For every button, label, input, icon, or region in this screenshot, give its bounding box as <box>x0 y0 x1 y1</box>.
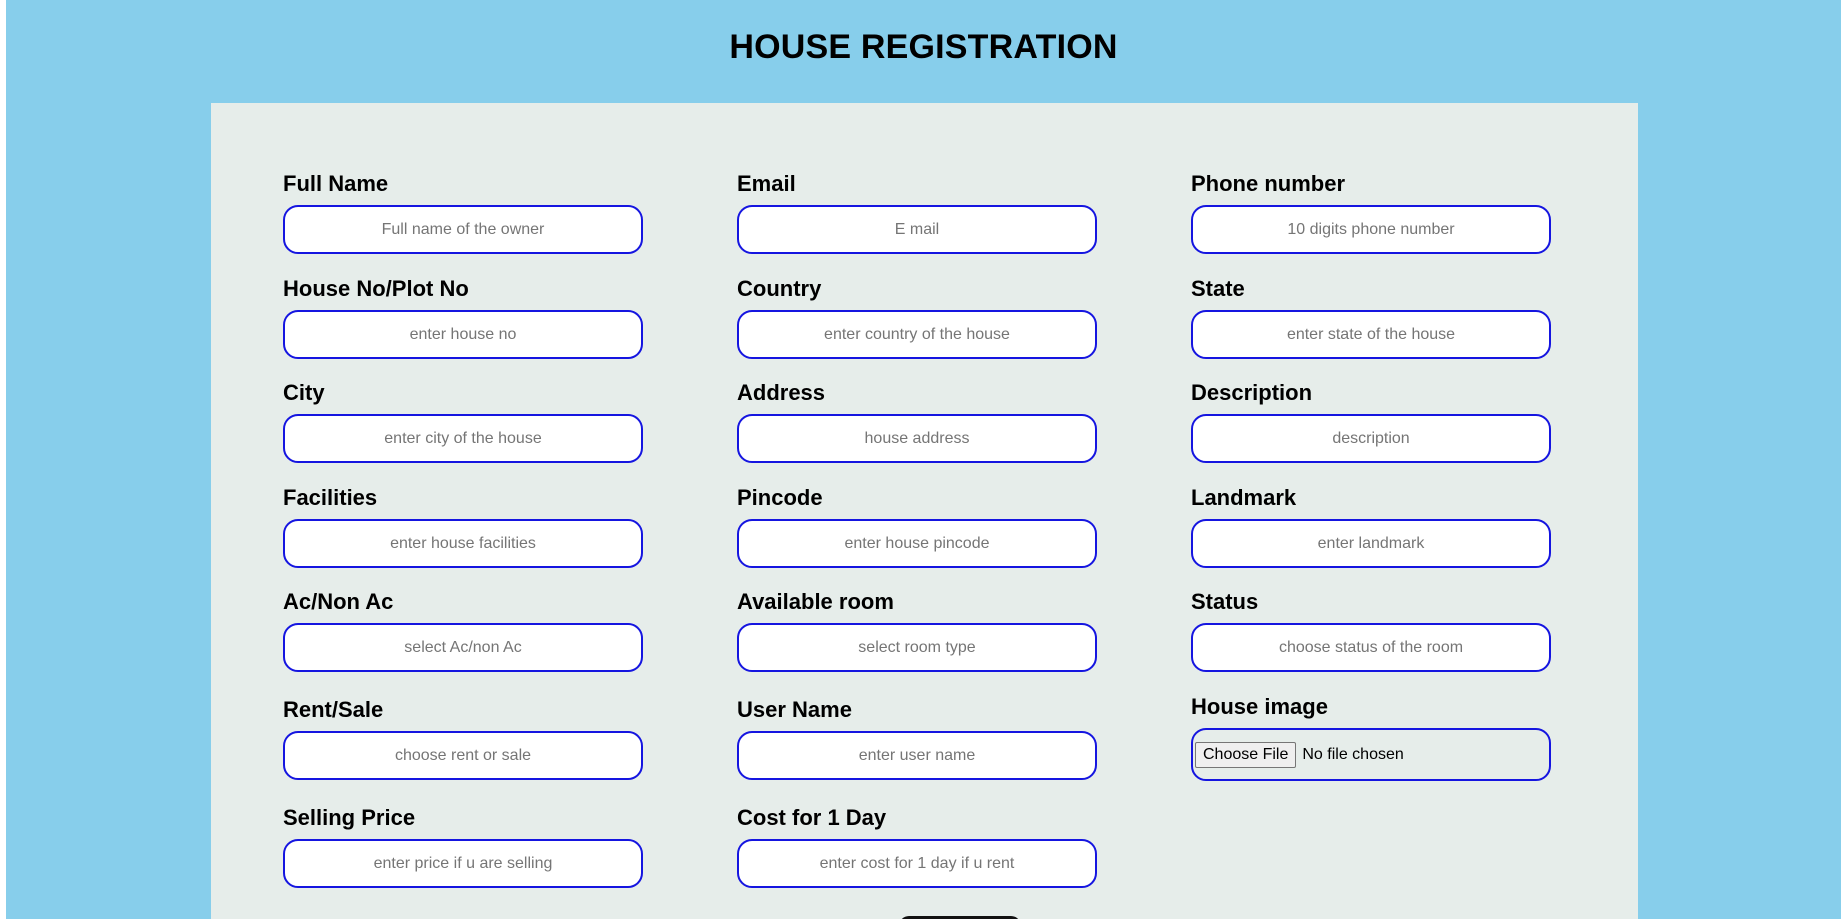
field-city <box>283 380 643 463</box>
field-email <box>737 171 1097 254</box>
available-room-label: Available room <box>737 589 894 614</box>
phone-number-label: Phone number <box>1191 171 1346 196</box>
field-house-no <box>283 276 643 359</box>
page-title: HOUSE REGISTRATION <box>729 28 1118 66</box>
house-image-label: House image <box>1191 694 1328 719</box>
house-no-input[interactable] <box>283 310 643 359</box>
user-name-input[interactable] <box>737 731 1097 780</box>
field-phone-number <box>1191 171 1551 254</box>
field-house-image <box>1191 694 1551 781</box>
field-description <box>1191 380 1551 463</box>
full-name-label: Full Name <box>283 171 389 196</box>
address-label: Address <box>737 380 826 405</box>
pincode-input[interactable] <box>737 519 1097 568</box>
rent-sale-label: Rent/Sale <box>283 697 384 722</box>
full-name-input[interactable] <box>283 205 643 254</box>
description-input[interactable] <box>1191 414 1551 463</box>
field-user-name <box>737 697 1097 780</box>
field-country <box>737 276 1097 359</box>
field-pincode <box>737 485 1097 568</box>
field-state <box>1191 276 1551 359</box>
field-facilities <box>283 485 643 568</box>
address-input[interactable] <box>737 414 1097 463</box>
field-rent-sale <box>283 697 643 780</box>
file-status-text: No file chosen <box>1302 745 1404 763</box>
field-cost-per-day <box>737 805 1097 888</box>
landmark-input[interactable] <box>1191 519 1551 568</box>
description-label: Description <box>1191 380 1313 405</box>
status-label: Status <box>1191 589 1259 614</box>
state-label: State <box>1191 276 1245 301</box>
field-full-name <box>283 171 643 254</box>
house-no-label: House No/Plot No <box>283 276 469 301</box>
rent-sale-select[interactable] <box>283 731 643 780</box>
field-status <box>1191 589 1551 672</box>
field-landmark <box>1191 485 1551 568</box>
facilities-label: Facilities <box>283 485 378 510</box>
user-name-label: User Name <box>737 697 852 722</box>
ac-non-ac-label: Ac/Non Ac <box>283 589 394 614</box>
choose-file-button[interactable]: Choose File <box>1195 742 1296 768</box>
cost-per-day-label: Cost for 1 Day <box>737 805 887 830</box>
email-input[interactable] <box>737 205 1097 254</box>
email-label: Email <box>737 171 796 196</box>
pincode-label: Pincode <box>737 485 823 510</box>
phone-number-input[interactable] <box>1191 205 1551 254</box>
field-ac-non-ac <box>283 589 643 672</box>
field-selling-price <box>283 805 643 888</box>
country-label: Country <box>737 276 822 301</box>
state-input[interactable] <box>1191 310 1551 359</box>
selling-price-label: Selling Price <box>283 805 416 830</box>
facilities-input[interactable] <box>283 519 643 568</box>
selling-price-input[interactable] <box>283 839 643 888</box>
page-background <box>6 0 1841 919</box>
cost-per-day-input[interactable] <box>737 839 1097 888</box>
city-input[interactable] <box>283 414 643 463</box>
ac-non-ac-select[interactable] <box>283 623 643 672</box>
landmark-label: Landmark <box>1191 485 1297 510</box>
house-image-file-input[interactable] <box>1191 728 1551 781</box>
field-address <box>737 380 1097 463</box>
field-available-room <box>737 589 1097 672</box>
registration-form <box>211 103 1638 919</box>
country-input[interactable] <box>737 310 1097 359</box>
city-label: City <box>283 380 325 405</box>
status-select[interactable] <box>1191 623 1551 672</box>
room-type-select[interactable] <box>737 623 1097 672</box>
